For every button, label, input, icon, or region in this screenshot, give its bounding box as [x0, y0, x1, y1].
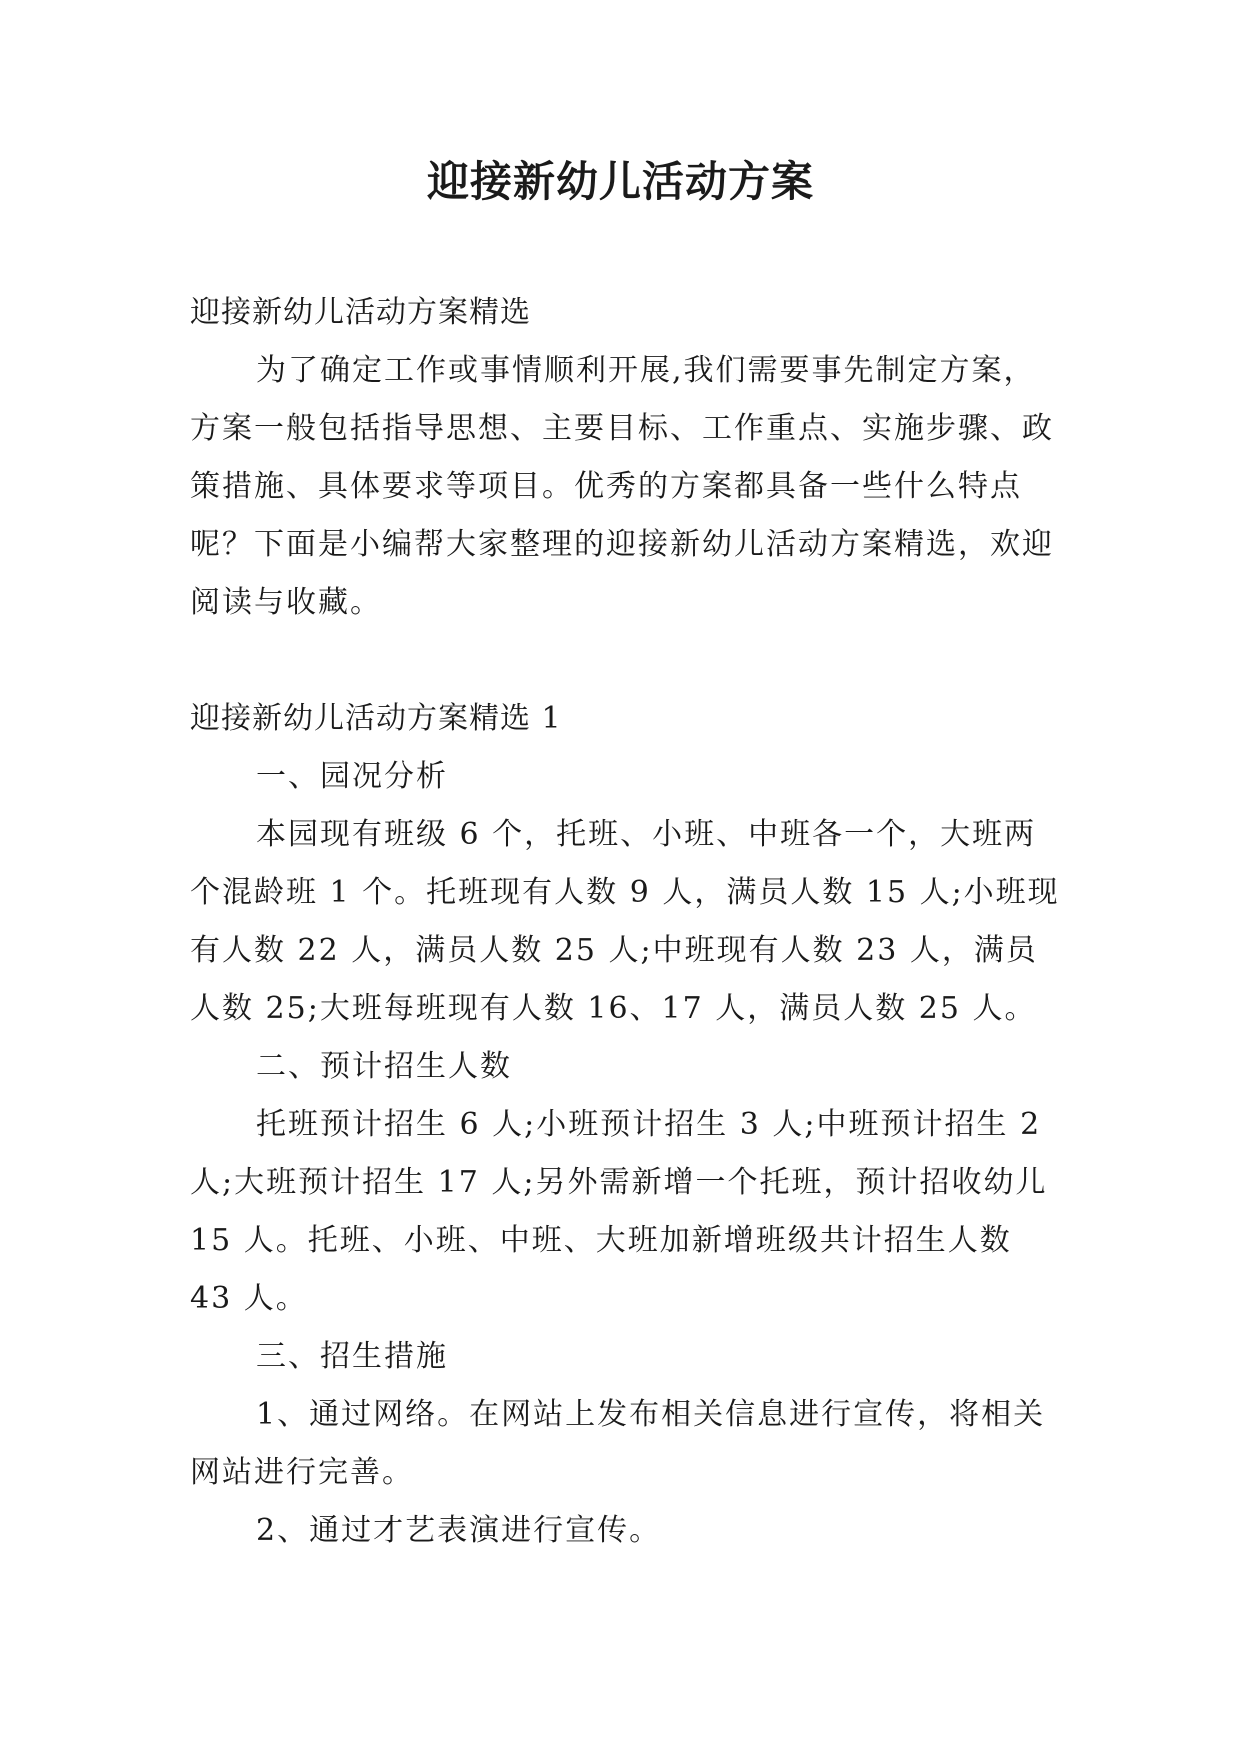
document-subtitle: 迎接新幼儿活动方案精选: [190, 295, 531, 330]
measure-item-1: 1、通过网络。在网站上发布相关信息进行宣传，将相关网站进行完善。: [190, 1397, 1046, 1490]
section-title: 迎接新幼儿活动方案精选 1: [190, 701, 562, 736]
heading-situation-analysis: 一、园况分析: [256, 759, 448, 794]
section-spacer: [190, 632, 1060, 690]
situation-paragraph: 本园现有班级 6 个，托班、小班、中班各一个，大班两个混龄班 1 个。托班现有人数 9 人，满员人数 15 人;小班现有人数 22 人，满员人数 25 人;中班现有人数 23 人，满员人数 25;大班每班现有人数 16、17 人，满员人数 25 人。: [190, 817, 1060, 1026]
document-body: [190, 284, 1060, 1560]
measure-item-2: 2、通过才艺表演进行宣传。: [256, 1513, 662, 1548]
intro-paragraph: 为了确定工作或事情顺利开展,我们需要事先制定方案，方案一般包括指导思想、主要目标、工作重点、实施步骤、政策措施、具体要求等项目。优秀的方案都具备一些什么特点呢？下面是小编帮大家整理的迎接新幼儿活动方案精选，欢迎阅读与收藏。: [190, 353, 1054, 620]
heading-enrollment-estimate: 二、预计招生人数: [256, 1049, 512, 1084]
heading-enrollment-measures: 三、招生措施: [256, 1339, 448, 1374]
enrollment-paragraph: 托班预计招生 6 人;小班预计招生 3 人;中班预计招生 2 人;大班预计招生 17 人;另外需新增一个托班，预计招收幼儿 15 人。托班、小班、中班、大班加新增班级共计招生人数 43 人。: [190, 1107, 1048, 1316]
document-title: 迎接新幼儿活动方案: [426, 157, 814, 206]
